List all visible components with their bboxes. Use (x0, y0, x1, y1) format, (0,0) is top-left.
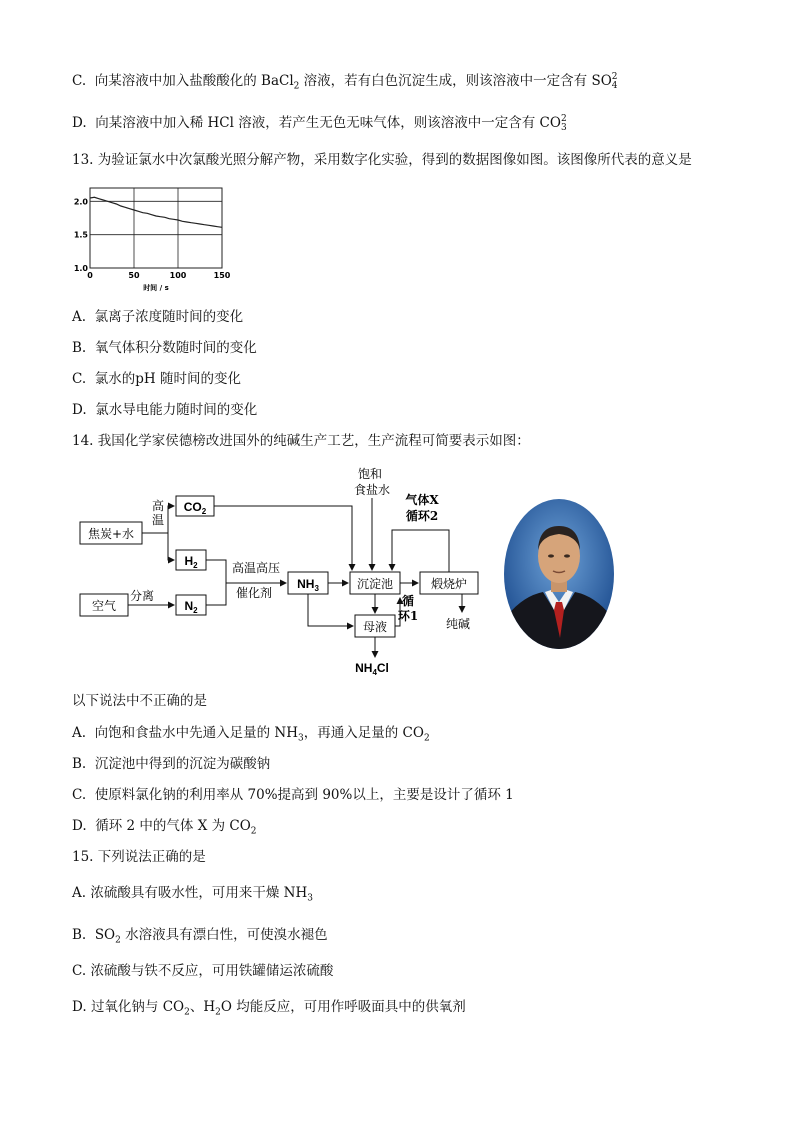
label-cycle-1a: 循 (401, 594, 415, 608)
chart-x-tick-label: 50 (128, 271, 140, 280)
q13-option-d: D. 氯水导电能力随时间的变化 (72, 402, 258, 418)
q14-option-d: D. 循环 2 中的气体 X 为 $CO_2$ (72, 818, 257, 837)
label-nh4cl: $NH_4Cl$ (355, 661, 389, 677)
ph-time-chart (70, 184, 240, 294)
q15-option-d: D. 过氧化钠与 $CO_2$、$H_2O$ 均能反应，可用作呼吸面具中的供氧剂 (72, 999, 466, 1018)
soda-process-flowchart (70, 462, 490, 687)
chart-y-tick-label: 1.0 (73, 264, 88, 273)
label-mother-liquor: 母液 (362, 620, 388, 634)
label-brine: 食盐水 (353, 483, 391, 497)
label-gas-x: 气体X (405, 493, 439, 507)
label-soda-ash: 纯碱 (445, 617, 471, 631)
q14-option-c: C. 使原料氯化钠的利用率从 70%提高到 90%以上，主要是设计了循环 1 (72, 787, 514, 803)
chart-y-tick-label: 1.5 (73, 230, 88, 240)
label-cycle-2: 循环2 (405, 509, 439, 523)
label-co2: $CO_2$ (183, 500, 207, 516)
label-high: 高 (151, 499, 165, 513)
q15-option-a: A. 浓硫酸具有吸水性，可用来干燥 $NH_3$ (72, 885, 313, 904)
chart-series-line (90, 197, 222, 227)
q14-option-b: B. 沉淀池中得到的沉淀为碳酸钠 (72, 756, 271, 772)
q15-stem: 15. 下列说法正确的是 (72, 849, 206, 865)
chart-y-tick-label: 2.0 (73, 197, 88, 207)
q13-option-b: B. 氧气体积分数随时间的变化 (72, 340, 257, 356)
chart-y-ticks (74, 197, 89, 273)
chart-x-axis-label: 时间 / s (143, 284, 169, 292)
label-separate: 分离 (129, 589, 155, 603)
chart-x-tick-label: 0 (87, 271, 93, 280)
q12-option-c: C. 向某溶液中加入盐酸酸化的 BaCl$_2$ 溶液，若有白色沉淀生成，则该溶液中一定含有 SO 2 4 (72, 71, 618, 92)
q13-option-a: A. 氯离子浓度随时间的变化 (72, 309, 244, 325)
label-air: 空气 (91, 599, 117, 613)
label-precipitation-tank: 沉淀池 (356, 577, 394, 591)
q15-option-b: B. $SO_2$ 水溶液具有漂白性，可使溴水褪色 (72, 927, 328, 946)
label-cycle-1b: 环1 (397, 609, 419, 623)
label-high-temp-pressure: 高温高压 (231, 561, 281, 575)
q15-option-c: C. 浓硫酸与铁不反应，可用铁罐储运浓硫酸 (72, 963, 334, 979)
q14-question: 以下说法中不正确的是 (72, 693, 207, 709)
chart-x-tick-label: 100 (169, 271, 187, 280)
label-nh3: $NH_3$ (297, 577, 319, 593)
q12-option-d: D. 向某溶液中加入稀 HCl 溶液，若产生无色无味气体，则该溶液中一定含有 CO 2 3 (72, 113, 567, 133)
chart-x-ticks (87, 271, 231, 280)
label-n2: $N_2$ (184, 599, 198, 615)
hou-debang-portrait (503, 498, 615, 650)
label-saturated: 饱和 (357, 467, 383, 481)
chart-frame (90, 188, 222, 268)
q13-stem: 13. 为验证氯水中次氯酸光照分解产物，采用数字化实验，得到的数据图像如图。该图像所代表的意义是 (72, 152, 692, 168)
chart-x-tick-label: 150 (213, 271, 231, 280)
label-h2: $H_2$ (184, 554, 198, 570)
label-furnace: 煅烧炉 (430, 577, 468, 591)
label-temp: 温 (151, 513, 165, 527)
q13-option-c: C. 氯水的pH 随时间的变化 (72, 371, 241, 387)
label-coke-water: 焦炭+水 (87, 527, 135, 541)
q14-option-a: A. 向饱和食盐水中先通入足量的 $NH_3$，再通入足量的 $CO_2$ (72, 725, 430, 744)
label-catalyst: 催化剂 (235, 586, 273, 600)
q14-stem: 14. 我国化学家侯德榜改进国外的纯碱生产工艺，生产流程可简要表示如图： (72, 433, 530, 449)
chart-grid (90, 188, 222, 268)
